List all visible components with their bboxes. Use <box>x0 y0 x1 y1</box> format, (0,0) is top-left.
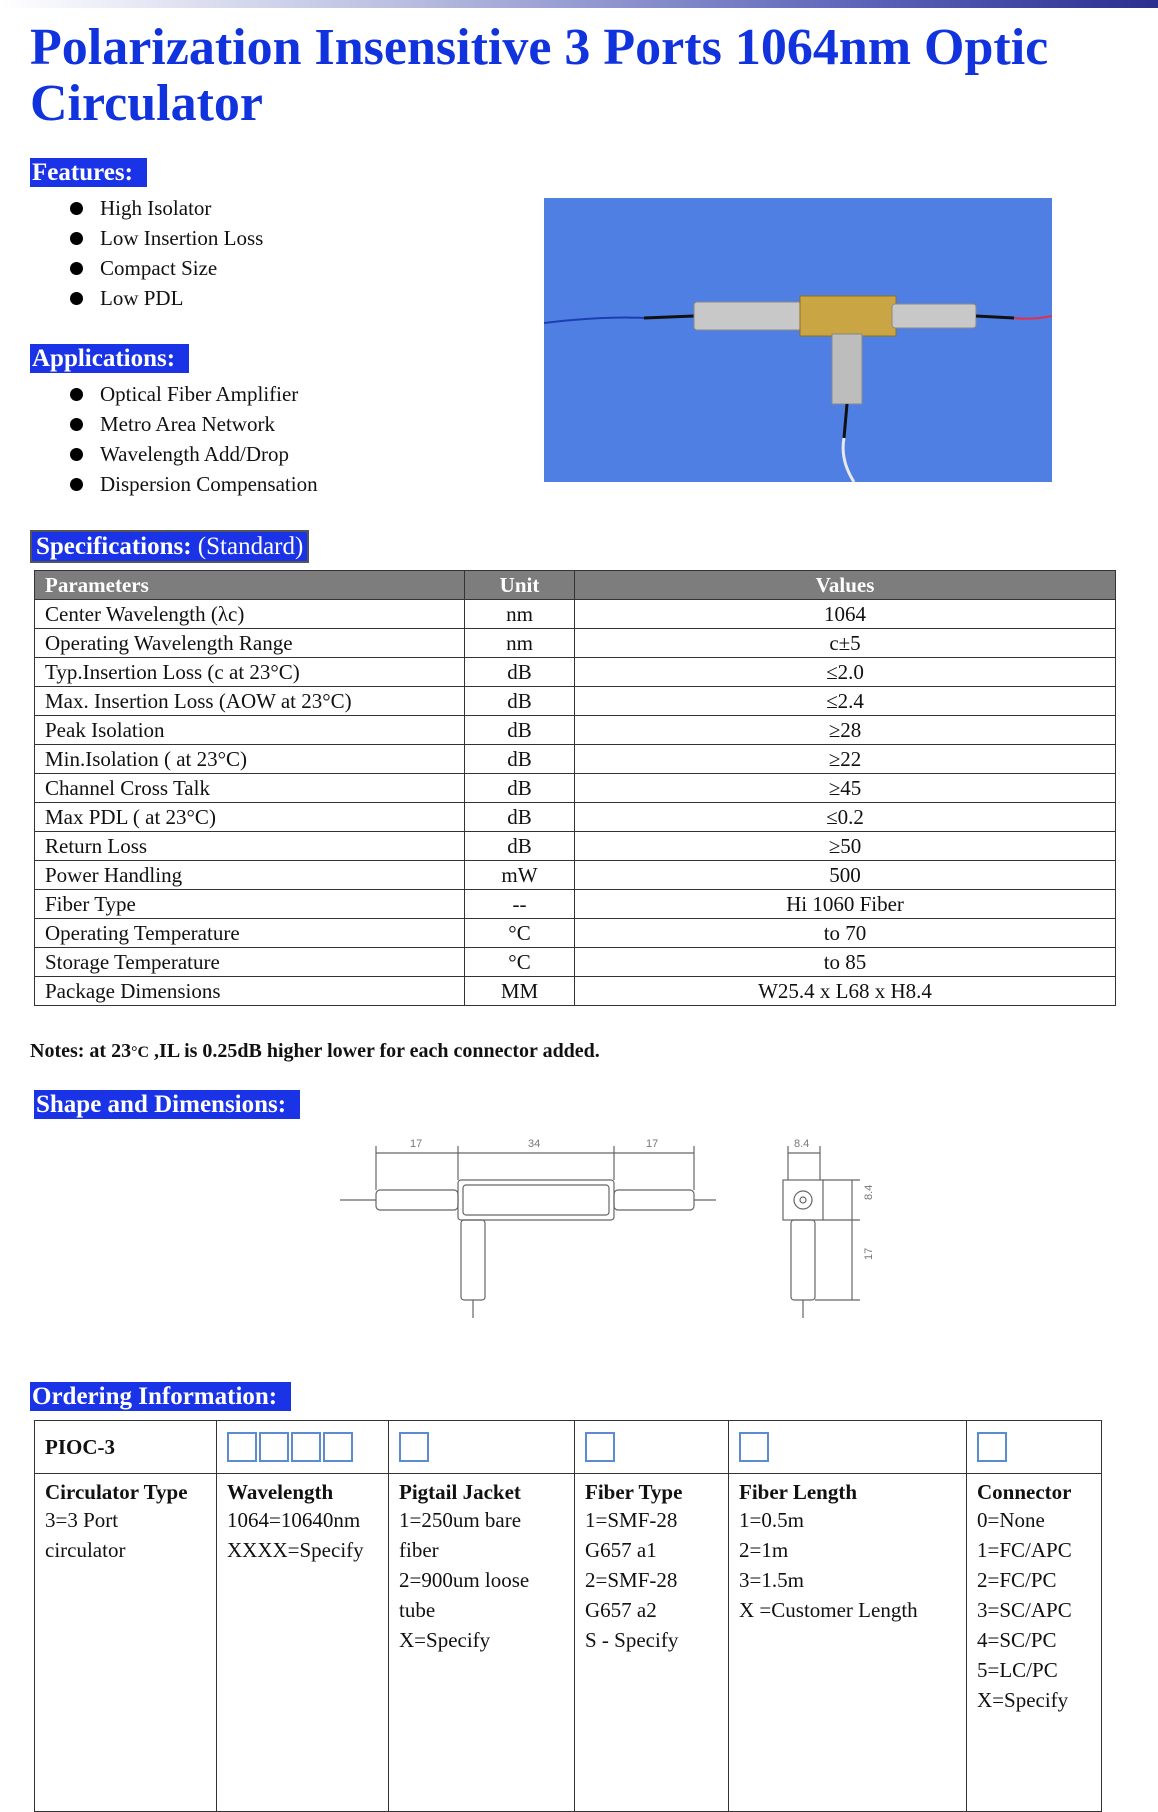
column-header-values: Values <box>575 571 1116 600</box>
table-cell: Max. Insertion Loss (AOW at 23°C) <box>35 687 465 716</box>
dim-label: 8.4 <box>863 1184 875 1200</box>
option-text: 2=900um loose <box>399 1568 530 1592</box>
wavelength-code-box[interactable] <box>323 1432 353 1462</box>
table-cell: Min.Isolation ( at 23°C) <box>35 745 465 774</box>
list-item: Optical Fiber Amplifier <box>62 379 318 409</box>
table-row <box>35 687 1116 716</box>
table-row <box>35 977 1116 1006</box>
table-cell: Peak Isolation <box>35 716 465 745</box>
table-cell: dB <box>465 774 575 803</box>
code-cell <box>729 1421 967 1474</box>
dim-label: 17 <box>410 1138 423 1150</box>
notes-unit: °C <box>131 1044 150 1061</box>
table-row <box>35 629 1116 658</box>
table-row <box>35 919 1116 948</box>
dim-label: 17 <box>646 1138 659 1150</box>
table-cell: MM <box>465 977 575 1006</box>
option-text: tube <box>399 1598 436 1622</box>
notes-suffix: ,IL is 0.25dB higher lower for each connector added. <box>149 1040 600 1062</box>
dim-label: 8.4 <box>794 1138 810 1150</box>
code-row <box>35 1421 1102 1474</box>
table-row <box>35 600 1116 629</box>
list-item: Compact Size <box>62 253 263 283</box>
option-text: 4=SC/PC <box>977 1628 1057 1652</box>
table-row <box>35 832 1116 861</box>
wavelength-code-box[interactable] <box>259 1432 289 1462</box>
option-text: 2=SMF-28 <box>585 1568 678 1592</box>
option-text: 2=FC/PC <box>977 1568 1057 1592</box>
features-heading: Features: <box>30 158 147 187</box>
table-row <box>35 716 1116 745</box>
table-row <box>35 890 1116 919</box>
option-text: G657 a2 <box>585 1598 657 1622</box>
option-text: fiber <box>399 1538 439 1562</box>
list-item: Wavelength Add/Drop <box>62 439 318 469</box>
table-cell: ≤2.0 <box>575 658 1116 687</box>
table-cell: W25.4 x L68 x H8.4 <box>575 977 1116 1006</box>
table-cell: Channel Cross Talk <box>35 774 465 803</box>
column-header: Pigtail Jacket <box>389 1474 575 1506</box>
table-cell: Max PDL ( at 23°C) <box>35 803 465 832</box>
column-header: Fiber Type <box>575 1474 729 1506</box>
option-text: 2=1m <box>739 1538 789 1562</box>
option-text: 1=SMF-28 <box>585 1508 678 1532</box>
table-cell: ≥45 <box>575 774 1116 803</box>
option-text: XXXX=Specify <box>227 1538 364 1562</box>
list-item: Dispersion Compensation <box>62 469 318 499</box>
option-text: 1=0.5m <box>739 1508 804 1532</box>
option-text: 5=LC/PC <box>977 1658 1058 1682</box>
option-text: 3=SC/APC <box>977 1598 1072 1622</box>
table-cell: Typ.Insertion Loss (c at 23°C) <box>35 658 465 687</box>
options-cell <box>217 1505 389 1812</box>
option-text: G657 a1 <box>585 1538 657 1562</box>
table-row <box>35 861 1116 890</box>
table-cell: to 70 <box>575 919 1116 948</box>
table-cell: c±5 <box>575 629 1116 658</box>
table-cell: °C <box>465 948 575 977</box>
code-cell <box>217 1421 389 1474</box>
option-text: X=Specify <box>399 1628 491 1652</box>
table-cell: dB <box>465 716 575 745</box>
dimension-drawing <box>340 1130 880 1330</box>
table-cell: Operating Wavelength Range <box>35 629 465 658</box>
table-row <box>35 948 1116 977</box>
table-cell: dB <box>465 745 575 774</box>
dim-label: 34 <box>528 1138 541 1150</box>
options-cell <box>575 1505 729 1812</box>
options-cell <box>35 1505 217 1812</box>
option-text: 3=1.5m <box>739 1568 804 1592</box>
table-cell: dB <box>465 832 575 861</box>
column-header-parameters: Parameters <box>35 571 465 600</box>
option-text: S - Specify <box>585 1628 679 1652</box>
wavelength-code-box[interactable] <box>291 1432 321 1462</box>
option-text: 0=None <box>977 1508 1045 1532</box>
option-text: 1=FC/APC <box>977 1538 1072 1562</box>
option-text: 3=3 Port <box>45 1508 119 1532</box>
option-text: 1=250um bare <box>399 1508 522 1532</box>
column-header: Circulator Type <box>35 1474 217 1506</box>
column-header: Connector <box>967 1474 1102 1506</box>
specifications-heading-label: Specifications: <box>36 533 192 560</box>
table-cell: Hi 1060 Fiber <box>575 890 1116 919</box>
notes-prefix: Notes: at 23 <box>30 1040 132 1062</box>
model-cell <box>35 1421 217 1474</box>
options-cell <box>389 1505 575 1812</box>
column-header: Fiber Length <box>729 1474 967 1506</box>
table-row <box>35 658 1116 687</box>
table-cell: dB <box>465 658 575 687</box>
wavelength-code-box[interactable] <box>227 1432 257 1462</box>
features-list <box>62 193 263 313</box>
option-text: circulator <box>45 1538 126 1562</box>
table-cell: dB <box>465 687 575 716</box>
top-gradient-bar <box>0 0 1158 8</box>
table-cell: -- <box>465 890 575 919</box>
table-header-row <box>35 571 1116 600</box>
options-cell <box>967 1505 1102 1812</box>
table-cell: to 85 <box>575 948 1116 977</box>
table-cell: nm <box>465 629 575 658</box>
option-text: 1064=10640nm <box>227 1508 361 1532</box>
table-row <box>35 745 1116 774</box>
specifications-heading-suffix: (Standard) <box>191 533 304 560</box>
table-cell: dB <box>465 803 575 832</box>
table-cell: ≥28 <box>575 716 1116 745</box>
table-cell: nm <box>465 600 575 629</box>
connector-code-box[interactable] <box>977 1432 1007 1462</box>
specifications-table <box>34 570 1116 1006</box>
list-item: High Isolator <box>62 193 263 223</box>
table-cell: Center Wavelength (λc) <box>35 600 465 629</box>
table-cell: ≤0.2 <box>575 803 1116 832</box>
option-text: X =Customer Length <box>739 1598 918 1622</box>
product-photo <box>544 198 1052 482</box>
shape-heading: Shape and Dimensions: <box>34 1090 300 1119</box>
table-cell: Power Handling <box>35 861 465 890</box>
table-cell: Return Loss <box>35 832 465 861</box>
code-cell <box>389 1421 575 1474</box>
table-cell: 500 <box>575 861 1116 890</box>
table-cell: Operating Temperature <box>35 919 465 948</box>
applications-list <box>62 379 318 499</box>
table-cell: ≥22 <box>575 745 1116 774</box>
ordering-table <box>34 1420 1102 1812</box>
applications-heading: Applications: <box>30 344 189 373</box>
table-row <box>35 803 1116 832</box>
table-cell: Package Dimensions <box>35 977 465 1006</box>
column-header-unit: Unit <box>465 571 575 600</box>
table-cell: 1064 <box>575 600 1116 629</box>
table-cell: ≤2.4 <box>575 687 1116 716</box>
fiber-length-code-box[interactable] <box>739 1432 769 1462</box>
table-cell: °C <box>465 919 575 948</box>
option-text: X=Specify <box>977 1688 1069 1712</box>
dim-label: 17 <box>863 1247 875 1260</box>
specifications-heading <box>30 530 309 563</box>
column-header: Wavelength <box>217 1474 389 1506</box>
table-cell: mW <box>465 861 575 890</box>
model-code: PIOC-3 <box>45 1434 115 1459</box>
table-cell: Fiber Type <box>35 890 465 919</box>
ordering-header-row <box>35 1474 1102 1506</box>
table-row <box>35 774 1116 803</box>
ordering-heading: Ordering Information: <box>30 1382 291 1411</box>
table-cell: ≥50 <box>575 832 1116 861</box>
pigtail-jacket-code-box[interactable] <box>399 1432 429 1462</box>
table-cell: Storage Temperature <box>35 948 465 977</box>
code-cell <box>575 1421 729 1474</box>
options-cell <box>729 1505 967 1812</box>
list-item: Metro Area Network <box>62 409 318 439</box>
list-item: Low PDL <box>62 283 263 313</box>
ordering-options-row <box>35 1505 1102 1812</box>
list-item: Low Insertion Loss <box>62 223 263 253</box>
spec-notes <box>30 1040 600 1063</box>
code-cell <box>967 1421 1102 1474</box>
page-title: Polarization Insensitive 3 Ports 1064nm Optic Circulator <box>30 19 1049 132</box>
fiber-type-code-box[interactable] <box>585 1432 615 1462</box>
